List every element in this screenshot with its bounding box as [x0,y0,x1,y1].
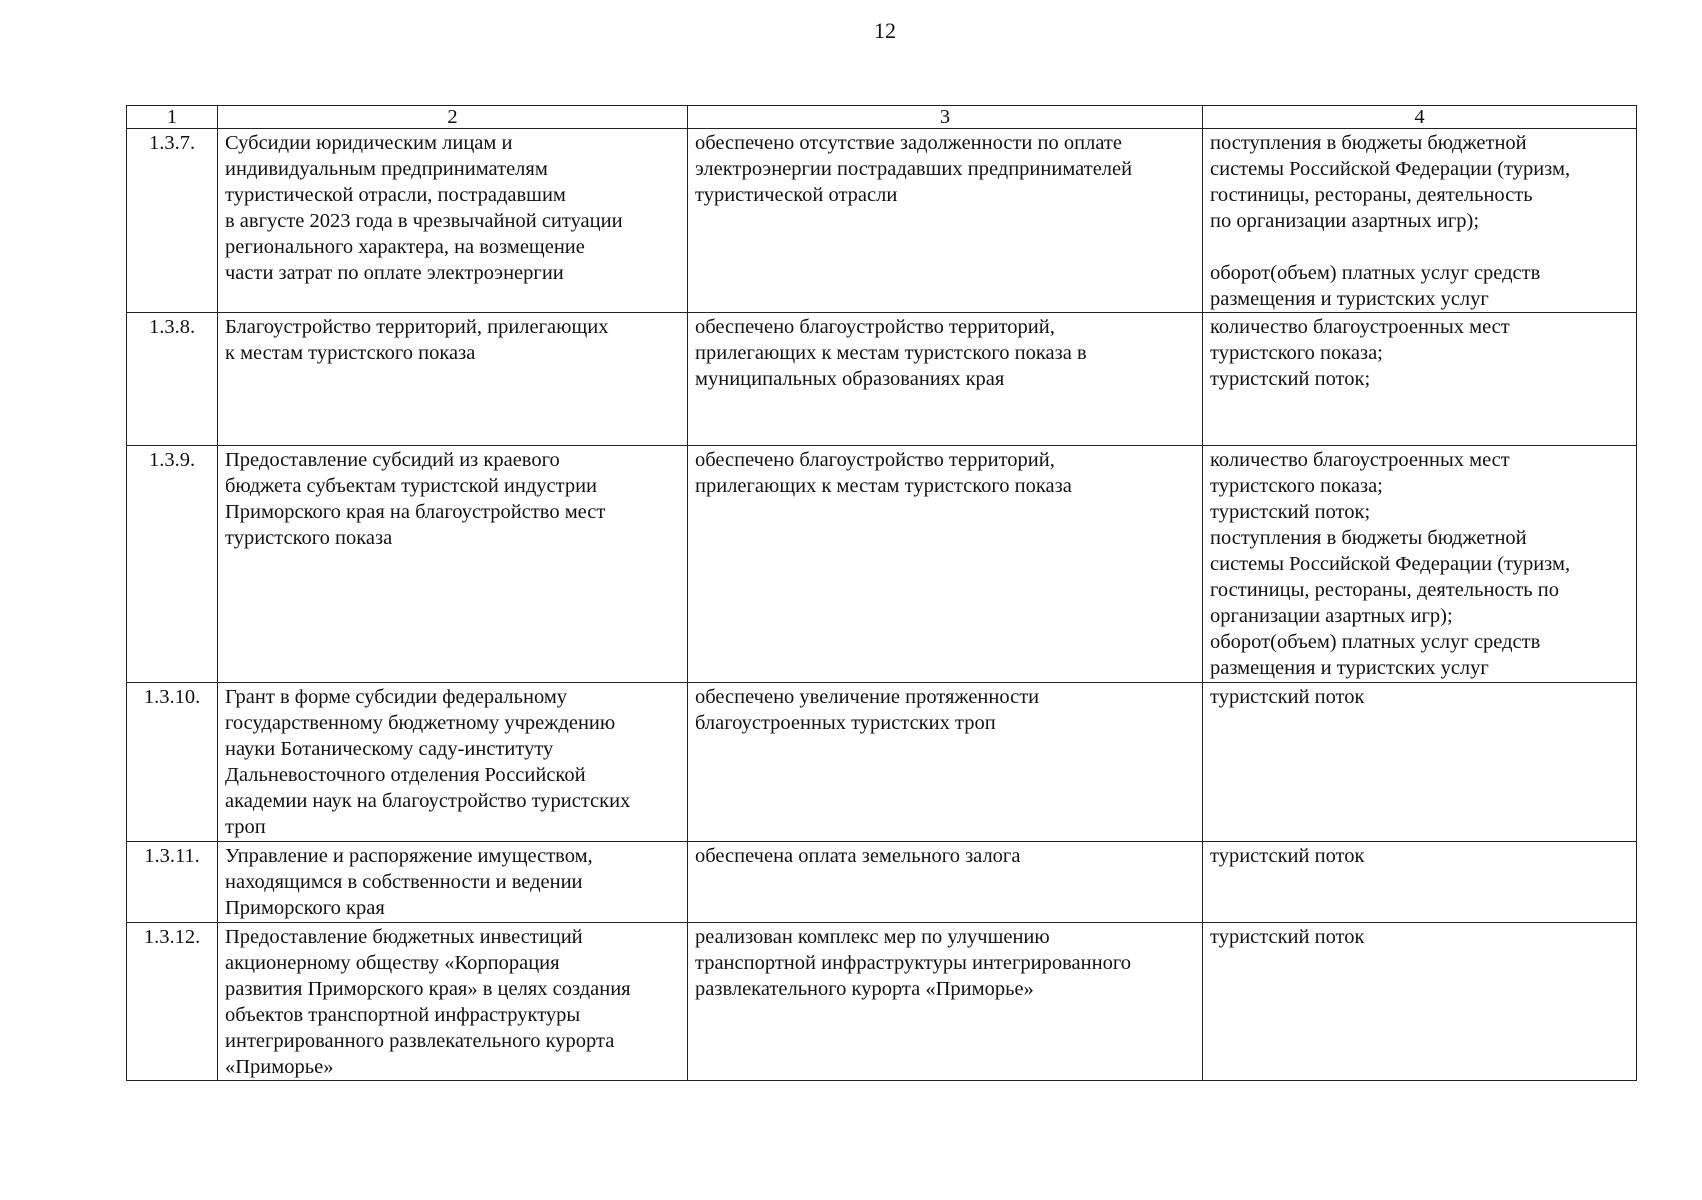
measure-name: Предоставление субсидий из краевого бюджета субъектам туристской индустрии Приморского края на благоустройство мест туристского показа [218,446,688,683]
measure-name: Субсидии юридическим лицам и индивидуальным предпринимателям туристической отрасли, пострадавшим в августе 2023 года в чрезвычайной ситуации регионального характера, на возмещение части затрат по оплате электроэнергии [218,129,688,313]
measure-result: обеспечено благоустройство территорий, прилегающих к местам туристского показа [688,446,1203,683]
row-number: 1.3.12. [127,923,218,1081]
measure-indicator [1203,129,1637,313]
row-number: 1.3.8. [127,313,218,446]
row-number: 1.3.7. [127,129,218,313]
measure-result: обеспечена оплата земельного залога [688,842,1203,923]
column-header-1: 1 [127,106,218,129]
measure-indicator: количество благоустроенных мест туристского показа; туристский поток; [1203,313,1637,446]
table-row [127,313,1637,446]
column-header-3: 3 [688,106,1203,129]
measure-name: Управление и распоряжение имуществом, находящимся в собственности и ведении Приморского края [218,842,688,923]
table-row [127,683,1637,842]
measure-name: Грант в форме субсидии федеральному государственному бюджетному учреждению науки Ботаническому саду-институту Дальневосточного отделения Российской академии наук на благоустройство туристских троп [218,683,688,842]
measure-name: Предоставление бюджетных инвестиций акционерному обществу «Корпорация развития Приморского края» в целях создания объектов транспортной инфраструктуры интегрированного развлекательного курорта «Приморье» [218,923,688,1081]
measure-indicator: количество благоустроенных мест туристского показа; туристский поток; поступления в бюджеты бюджетной системы Российской Федерации (туризм, гостиницы, рестораны, деятельность по организации азартных игр); оборот(объем) платных услуг средств размещения и туристских услуг [1203,446,1637,683]
header-row [127,106,1637,129]
measure-result: реализован комплекс мер по улучшению транспортной инфраструктуры интегрированного развлекательного курорта «Приморье» [688,923,1203,1081]
table-row [127,923,1637,1081]
page-number: 12 [874,18,896,43]
column-header-4: 4 [1203,106,1637,129]
measures-table [126,105,1637,1081]
column-header-2: 2 [218,106,688,129]
measure-result: обеспечено отсутствие задолженности по оплате электроэнергии пострадавших предпринимателей туристической отрасли [688,129,1203,313]
measure-indicator: туристский поток [1203,842,1637,923]
indicator-part-b: оборот(объем) платных услуг средств размещения и туристских услуг [1210,262,1541,310]
measure-name: Благоустройство территорий, прилегающих к местам туристского показа [218,313,688,446]
measure-result: обеспечено увеличение протяженности благоустроенных туристских троп [688,683,1203,842]
paragraph-gap [1210,234,1629,260]
indicator-part-a: поступления в бюджеты бюджетной системы Российской Федерации (туризм, гостиницы, рестораны, деятельность по организации азартных игр); [1210,132,1571,232]
row-number: 1.3.11. [127,842,218,923]
table-row [127,842,1637,923]
table-row [127,446,1637,683]
table-row [127,129,1637,313]
measure-indicator: туристский поток [1203,923,1637,1081]
row-number: 1.3.9. [127,446,218,683]
row-number: 1.3.10. [127,683,218,842]
measure-result: обеспечено благоустройство территорий, прилегающих к местам туристского показа в муниципальных образованиях края [688,313,1203,446]
measure-indicator: туристский поток [1203,683,1637,842]
